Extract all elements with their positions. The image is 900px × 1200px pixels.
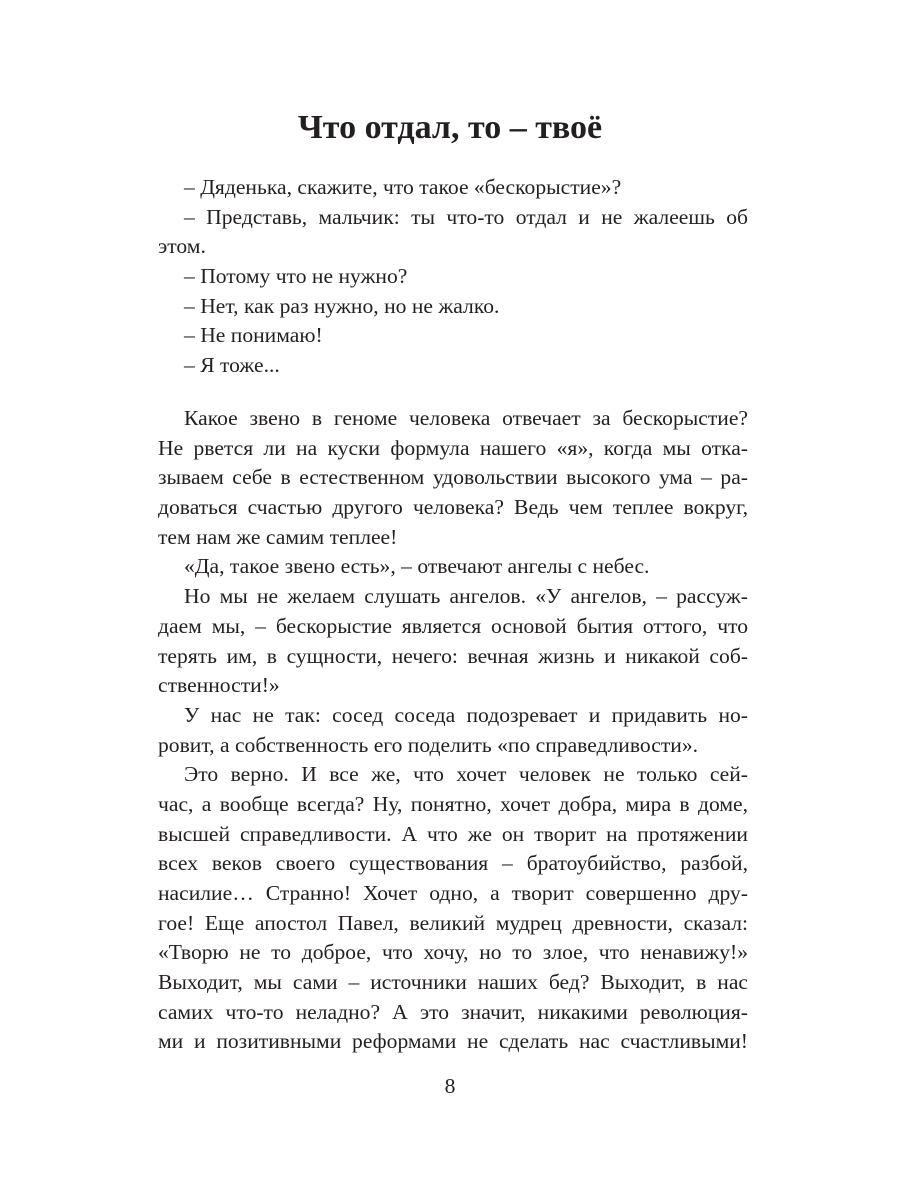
dialogue-line: – Не понимаю! xyxy=(184,323,323,348)
chapter-title: Что отдал, то – твоё xyxy=(297,109,603,146)
body-line: зываем себе в естественном удовольствии высокого ума – ра- xyxy=(158,465,748,490)
body-text xyxy=(158,404,748,1057)
body-line: «Да, такое звено есть», – отвечают ангелы с небес. xyxy=(184,554,650,579)
body-line: «Творю не то доброе, что хочу, но то злое, что ненавижу!» xyxy=(158,940,748,965)
body-line: Какое звено в геноме человека отвечает за бескорыстие? xyxy=(184,406,748,430)
body-line: даем мы, – бескорыстие является основой бытия оттого, что xyxy=(158,613,748,638)
body-line: высшей справедливости. А что же он творит на протяжении xyxy=(158,821,748,846)
body-line: всех веков своего существования – братоубийство, разбой, xyxy=(158,851,748,876)
body-line: Это верно. И все же, что хочет человек не только сей- xyxy=(184,762,748,787)
body-line: гое! Еще апостол Павел, великий мудрец древности, сказал: xyxy=(158,910,748,935)
dialogue-line: – Представь, мальчик: ты что-то отдал и не жалеешь об xyxy=(184,204,748,229)
dialogue-block xyxy=(158,173,748,381)
dialogue-line: – Я тоже... xyxy=(184,353,280,378)
dialogue-line: этом. xyxy=(158,234,206,259)
body-line: ми и позитивными реформами не сделать нас счастливыми! xyxy=(158,1029,748,1054)
body-line: терять им, в сущности, нечего: вечная жизнь и никакой соб- xyxy=(158,643,748,668)
body-line: Выходит, мы сами – источники наших бед? Выходит, в нас xyxy=(158,970,748,995)
body-line: Но мы не желаем слушать ангелов. «У ангелов, – рассуж- xyxy=(184,584,748,609)
dialogue-line: – Потому что не нужно? xyxy=(184,264,408,289)
page-number: 8 xyxy=(444,1074,456,1098)
body-line: час, а вообще всегда? Ну, понятно, хочет добра, мира в доме, xyxy=(158,791,748,816)
body-line: Не рвется ли на куски формула нашего «я», когда мы отка- xyxy=(158,435,748,460)
body-line: ственности!» xyxy=(158,673,280,698)
body-line: тем нам же самим теплее! xyxy=(158,524,398,549)
body-line: доваться счастью другого человека? Ведь чем теплее вокруг, xyxy=(158,495,748,520)
body-line: У нас не так: сосед соседа подозревает и придавить но- xyxy=(184,702,748,727)
body-line: самих что-то неладно? А это значит, никакими революция- xyxy=(158,999,748,1024)
dialogue-line: – Нет, как раз нужно, но не жалко. xyxy=(184,293,500,318)
dialogue-line: – Дяденька, скажите, что такое «бескорыстие»? xyxy=(184,175,622,199)
body-line: насилие… Странно! Хочет одно, а творит совершенно дру- xyxy=(158,881,748,905)
body-line: ровит, а собственность его поделить «по справедливости». xyxy=(158,732,699,757)
